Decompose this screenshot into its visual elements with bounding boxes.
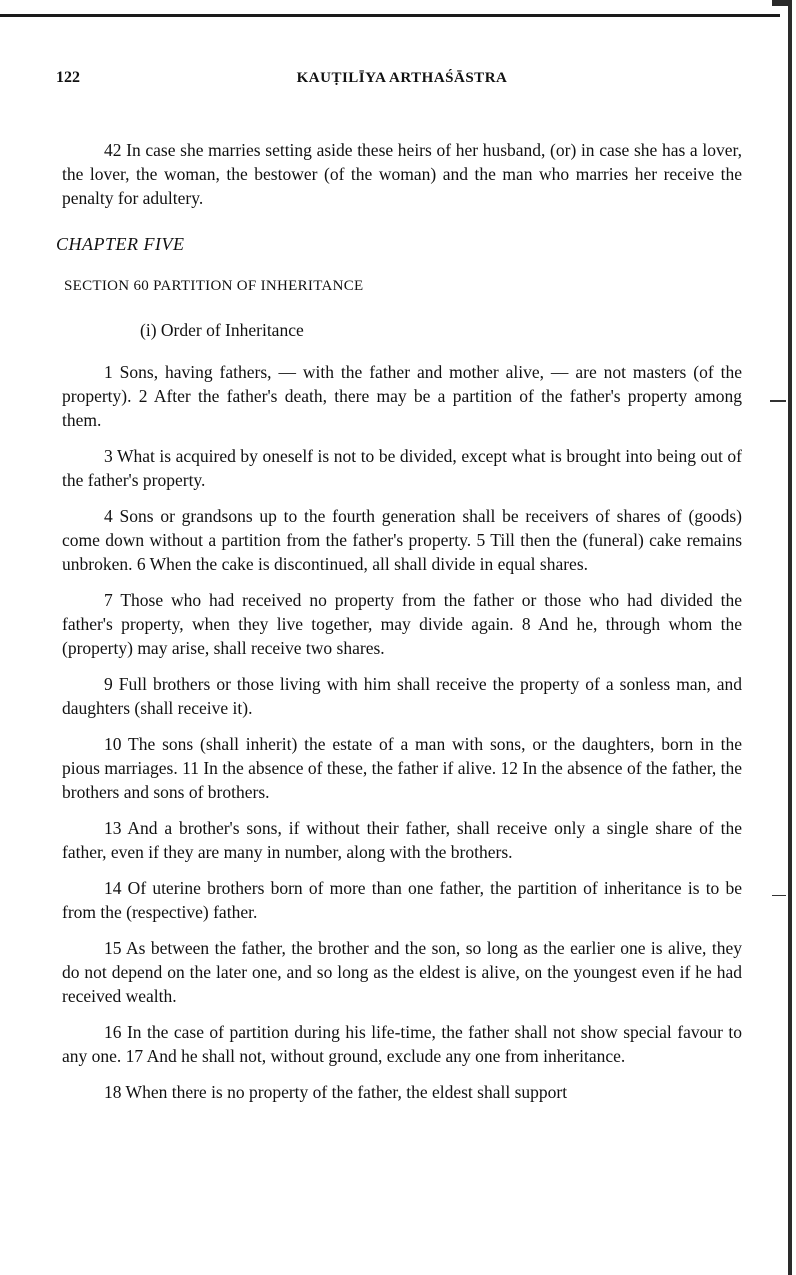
chapter-heading: CHAPTER FIVE [56, 234, 185, 254]
paragraph: 15 As between the father, the brother and the son, so long as the earlier one is alive, they do not depend on the later one, and so long as the eldest is alive, on the youngest even if he had received wealth. [62, 938, 742, 1006]
paragraph: 7 Those who had received no property from the father or those who had divided the father's property, when they live together, may divide again. 8 And he, through whom the (property) may arise, shall receive two shares. [62, 590, 742, 658]
paragraph: 4 Sons or grandsons up to the fourth generation shall be receivers of shares of (goods) come down without a partition from the father's property. 5 Till then the (funeral) cake remains unbroken. 6 When the cake is discontinued, all shall divide in equal shares. [62, 506, 742, 574]
paragraph: 18 When there is no property of the father, the eldest shall support [104, 1082, 568, 1102]
running-title: KAUṬILĪYA ARTHAŚĀSTRA [296, 70, 508, 86]
paragraph: 16 In the case of partition during his life-time, the father shall not show special favour to any one. 17 And he shall not, without ground, exclude any one from inheritance. [62, 1022, 742, 1066]
page-number: 122 [56, 69, 80, 86]
right-border-line [788, 0, 792, 1275]
paragraph: 10 The sons (shall inherit) the estate of a man with sons, or the daughters, born in the pious marriages. 11 In the absence of these, the father if alive. 12 In the absence of the father, the brothers and sons of brothers. [62, 734, 742, 802]
subsection-heading: (i) Order of Inheritance [140, 320, 304, 340]
paragraph-42: 42 In case she marries setting aside these heirs of her husband, (or) in case she has a lover, the lover, the woman, the bestower (of the woman) and the man who marries her receive the penalty for adultery. [62, 140, 742, 208]
paragraph: 1 Sons, having fathers, — with the father and mother alive, — are not masters (of the property). 2 After the father's death, there may be a partition of the father's property among them. [62, 362, 742, 430]
margin-mark [770, 400, 786, 402]
document-page [56, 66, 742, 1116]
paragraph: 14 Of uterine brothers born of more than one father, the partition of inheritance is to be from the (respective) father. [62, 878, 742, 922]
margin-mark [772, 895, 786, 896]
top-border-line [0, 14, 780, 17]
paragraph: 3 What is acquired by oneself is not to be divided, except what is brought into being out of the father's property. [62, 446, 742, 490]
paragraph: 9 Full brothers or those living with him shall receive the property of a sonless man, and daughters (shall receive it). [62, 674, 742, 718]
paragraph: 13 And a brother's sons, if without their father, shall receive only a single share of the father, even if they are many in number, along with the brothers. [62, 818, 742, 862]
section-heading: SECTION 60 PARTITION OF INHERITANCE [64, 278, 364, 294]
page-header [56, 66, 742, 96]
